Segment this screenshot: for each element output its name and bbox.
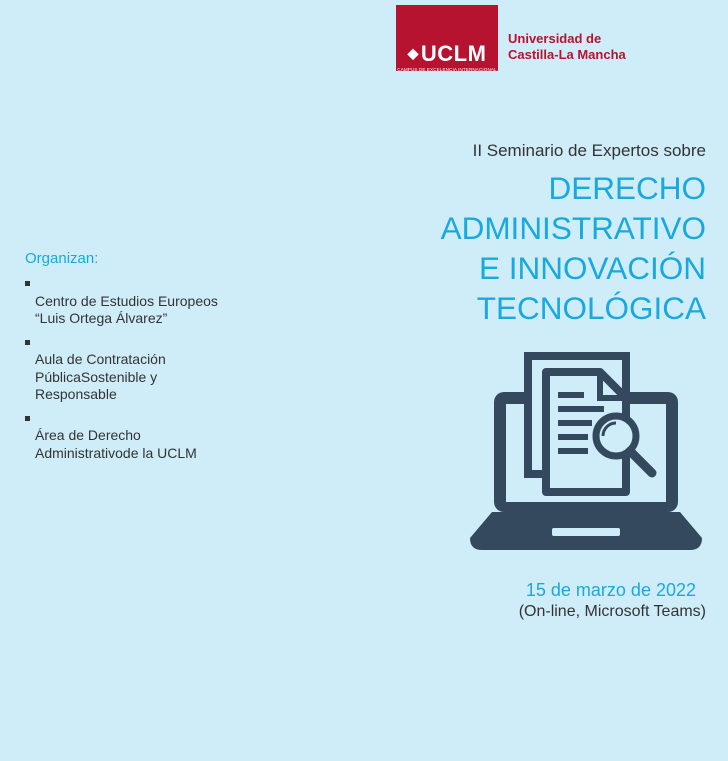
bullet-icon	[25, 340, 30, 345]
diamond-icon: ◆	[407, 45, 419, 61]
organizers-section	[25, 250, 265, 468]
title-line: E INNOVACIÓN	[479, 250, 706, 286]
logo-brand: UCLM	[420, 41, 487, 66]
logo-tagline: CAMPUS DE EXCELENCIA INTERNACIONAL	[397, 67, 497, 72]
seminar-title	[346, 168, 706, 328]
title-line: TECNOLÓGICA	[476, 290, 706, 326]
laptop-document-search-icon	[470, 352, 702, 552]
organizer-item: Aula de Contratación PúblicaSostenible y Responsable	[25, 334, 265, 404]
organizer-item: Área de Derecho Administrativode la UCLM	[25, 410, 265, 463]
organizer-item: Centro de Estudios Europeos “Luis Ortega Álvarez”	[25, 275, 265, 328]
event-location: (On-line, Microsoft Teams)	[518, 603, 706, 620]
title-line: ADMINISTRATIVO	[440, 210, 706, 246]
organizers-heading: Organizan:	[25, 250, 99, 267]
event-date: 15 de marzo de 2022	[525, 580, 696, 600]
uclm-logo	[396, 5, 498, 71]
bullet-icon	[25, 281, 30, 286]
bullet-icon	[25, 416, 30, 421]
university-name: Universidad de Castilla-La Mancha	[508, 31, 626, 62]
seminar-subtitle: II Seminario de Expertos sobre	[472, 141, 706, 160]
title-line: DERECHO	[548, 170, 706, 206]
